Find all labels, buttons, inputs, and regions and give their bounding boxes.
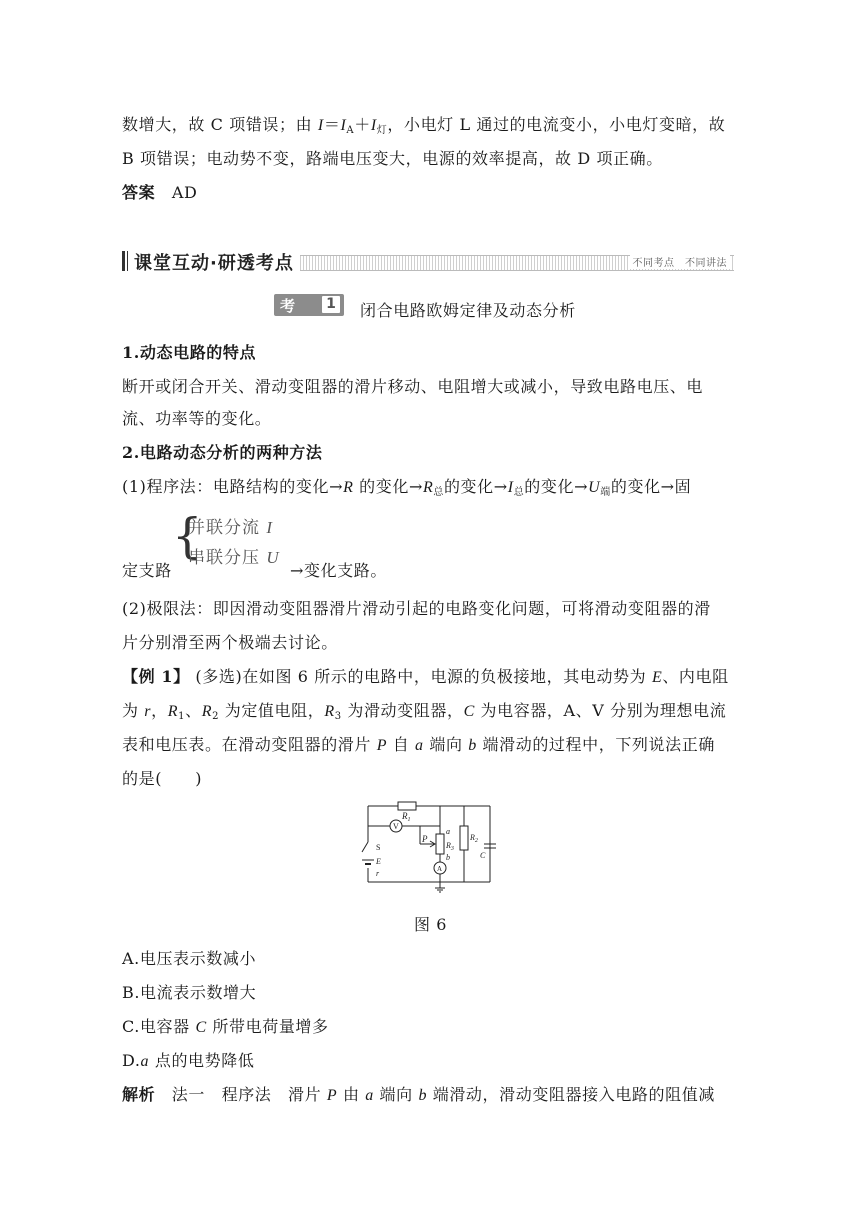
var-R1: R bbox=[167, 703, 179, 720]
var-P: P bbox=[376, 737, 388, 754]
var-C: C bbox=[195, 1019, 207, 1036]
option-A: A.电压表示数减小 bbox=[122, 949, 257, 968]
subscript: A bbox=[346, 125, 355, 136]
option-D bbox=[122, 1048, 254, 1071]
var-R: R bbox=[343, 479, 354, 496]
banner-bar bbox=[127, 251, 128, 271]
text-span: 端向 bbox=[423, 735, 469, 754]
label-C: C bbox=[480, 851, 486, 860]
text-span: 数增大，故 C 项错误；由 bbox=[122, 115, 318, 134]
var-U-terminal: U bbox=[588, 479, 601, 496]
answer-value: AD bbox=[171, 183, 198, 202]
answer-label: 答案 bbox=[122, 183, 156, 202]
section-heading: 1.动态电路的特点 bbox=[122, 343, 257, 362]
var-I: I bbox=[317, 117, 324, 134]
text-line bbox=[122, 664, 729, 687]
label-A: A bbox=[437, 865, 443, 873]
text-span: 由 bbox=[337, 1085, 366, 1104]
banner-tag: 不同考点 不同讲法 bbox=[630, 254, 731, 269]
topic-title: 闭合电路欧姆定律及动态分析 bbox=[360, 301, 576, 320]
text-span: 的变化→ bbox=[524, 477, 589, 496]
option-C bbox=[122, 1014, 329, 1037]
text-span: 表和电压表。在滑动变阻器的滑片 bbox=[122, 735, 377, 754]
var-I-total: I bbox=[507, 479, 514, 496]
var-E: E bbox=[651, 669, 663, 686]
text-line: 片分别滑至两个极端去讨论。 bbox=[122, 633, 338, 652]
text-span: 并联分流 bbox=[188, 518, 267, 538]
text-span: ＋ bbox=[354, 115, 371, 134]
text-span: 的变化→固 bbox=[610, 477, 692, 496]
label-b: b bbox=[446, 853, 450, 862]
var-IA: I bbox=[340, 117, 347, 134]
text-span: ， bbox=[151, 701, 168, 720]
var-R3: R bbox=[324, 703, 335, 720]
analysis-line bbox=[122, 1082, 715, 1105]
text-span: B 项错误；电动势不变，路端电压变大，电源的效率提高，故 D 项正确。 bbox=[122, 149, 663, 168]
text-span: 为电容器，A、V 分别为理想电流 bbox=[474, 701, 727, 720]
var-b: b bbox=[418, 1087, 428, 1104]
var-b: b bbox=[468, 737, 477, 754]
label-S: S bbox=[376, 843, 381, 852]
text-span: 法一 程序法 滑片 bbox=[155, 1085, 327, 1104]
text-span: 端向 bbox=[373, 1085, 419, 1104]
text-line: (2)极限法：即因滑动变阻器滑片滑动引起的电路变化问题，可将滑动变阻器的滑 bbox=[122, 599, 711, 618]
label-V: V bbox=[393, 822, 399, 831]
text-span: D. bbox=[122, 1051, 141, 1070]
var-I-lamp: I bbox=[370, 117, 377, 134]
subscript: 1 bbox=[178, 711, 186, 722]
var-R2: R bbox=[201, 703, 213, 720]
text-span: 的变化→ bbox=[353, 477, 423, 496]
resistor-R1 bbox=[398, 802, 416, 810]
topic-badge-number: 1 bbox=[322, 296, 340, 313]
label-R3: $R_3$ bbox=[446, 841, 454, 852]
topic-badge-label: 考点 bbox=[280, 297, 296, 336]
brace-bottom bbox=[188, 543, 280, 568]
text-span: ，小电灯 L 通过的电流变小，小电灯变暗，故 bbox=[387, 115, 726, 134]
text-line bbox=[122, 146, 663, 169]
var-P: P bbox=[326, 1087, 338, 1104]
text-line: →变化支路。 bbox=[290, 561, 388, 580]
label-r: r bbox=[376, 869, 380, 878]
figure-caption: 图 6 bbox=[414, 915, 448, 934]
label-P: P bbox=[422, 834, 428, 844]
var-C: C bbox=[463, 703, 475, 720]
var-a: a bbox=[415, 737, 424, 754]
section-heading: 2.电路动态分析的两种方法 bbox=[122, 443, 323, 462]
switch-icon bbox=[362, 842, 368, 852]
subscript: 总 bbox=[513, 487, 525, 498]
label-R1: $R_1$ bbox=[402, 811, 411, 823]
text-span: 为 bbox=[122, 701, 145, 720]
subscript: 2 bbox=[212, 711, 220, 722]
analysis-label: 解析 bbox=[122, 1085, 156, 1104]
text-line bbox=[122, 474, 691, 498]
text-span: (1)程序法：电路结构的变化→ bbox=[122, 477, 344, 496]
text-span: 、内电阻 bbox=[662, 667, 729, 686]
brace-icon: { bbox=[172, 508, 203, 564]
label-E: E bbox=[376, 857, 381, 866]
text-span: 端滑动，滑动变阻器接入电路的阻值减 bbox=[427, 1085, 715, 1104]
text-span: ＝ bbox=[323, 115, 341, 134]
text-line bbox=[122, 112, 725, 136]
subscript: 灯 bbox=[376, 125, 388, 136]
example-label: 【例 1】 bbox=[122, 667, 190, 686]
text-span: 所带电荷量增多 bbox=[206, 1017, 329, 1036]
text-line: 断开或闭合开关、滑动变阻器的滑片移动、电阻增大或减小，导致电路电压、电 bbox=[122, 377, 704, 396]
text-span: (多选)在如图 6 所示的电路中，电源的负极接地，其电动势为 bbox=[189, 667, 652, 686]
circuit-diagram bbox=[360, 798, 500, 894]
var-a: a bbox=[365, 1087, 374, 1104]
label-R2: $R_2$ bbox=[470, 833, 478, 844]
answer-line bbox=[122, 180, 197, 203]
text-line bbox=[122, 698, 726, 722]
var-a: a bbox=[140, 1053, 150, 1070]
resistor-R2 bbox=[460, 826, 468, 850]
var-R-total: R bbox=[422, 479, 434, 496]
subscript: 端 bbox=[600, 487, 611, 498]
rheostat-R3 bbox=[436, 834, 444, 854]
text-span: 、 bbox=[185, 701, 202, 720]
subscript: 3 bbox=[334, 711, 342, 722]
text-span: 为定值电阻， bbox=[219, 701, 325, 720]
label-a: a bbox=[446, 827, 450, 836]
text-span: 自 bbox=[387, 735, 416, 754]
text-span: 的变化→ bbox=[443, 477, 508, 496]
banner-bar bbox=[122, 251, 125, 271]
subscript: 总 bbox=[433, 487, 444, 498]
var-U: U bbox=[266, 548, 280, 567]
brace-top bbox=[188, 513, 273, 538]
text-span: 为滑动变阻器， bbox=[341, 701, 464, 720]
text-span: 点的电势降低 bbox=[149, 1051, 255, 1070]
var-I: I bbox=[266, 518, 274, 537]
text-span: 端滑动的过程中，下列说法正确 bbox=[476, 735, 715, 754]
text-line bbox=[122, 732, 715, 755]
text-line: 流、功率等的变化。 bbox=[122, 409, 272, 428]
text-line: 的是( ) bbox=[122, 769, 203, 788]
section-banner bbox=[122, 247, 734, 275]
text-span: C.电容器 bbox=[122, 1017, 196, 1036]
text-span: 串联分压 bbox=[188, 548, 267, 568]
option-B: B.电流表示数增大 bbox=[122, 983, 257, 1002]
var-r: r bbox=[144, 703, 152, 720]
banner-title: 课堂互动·研透考点 bbox=[134, 253, 294, 274]
text-line: 定支路 bbox=[122, 561, 172, 580]
